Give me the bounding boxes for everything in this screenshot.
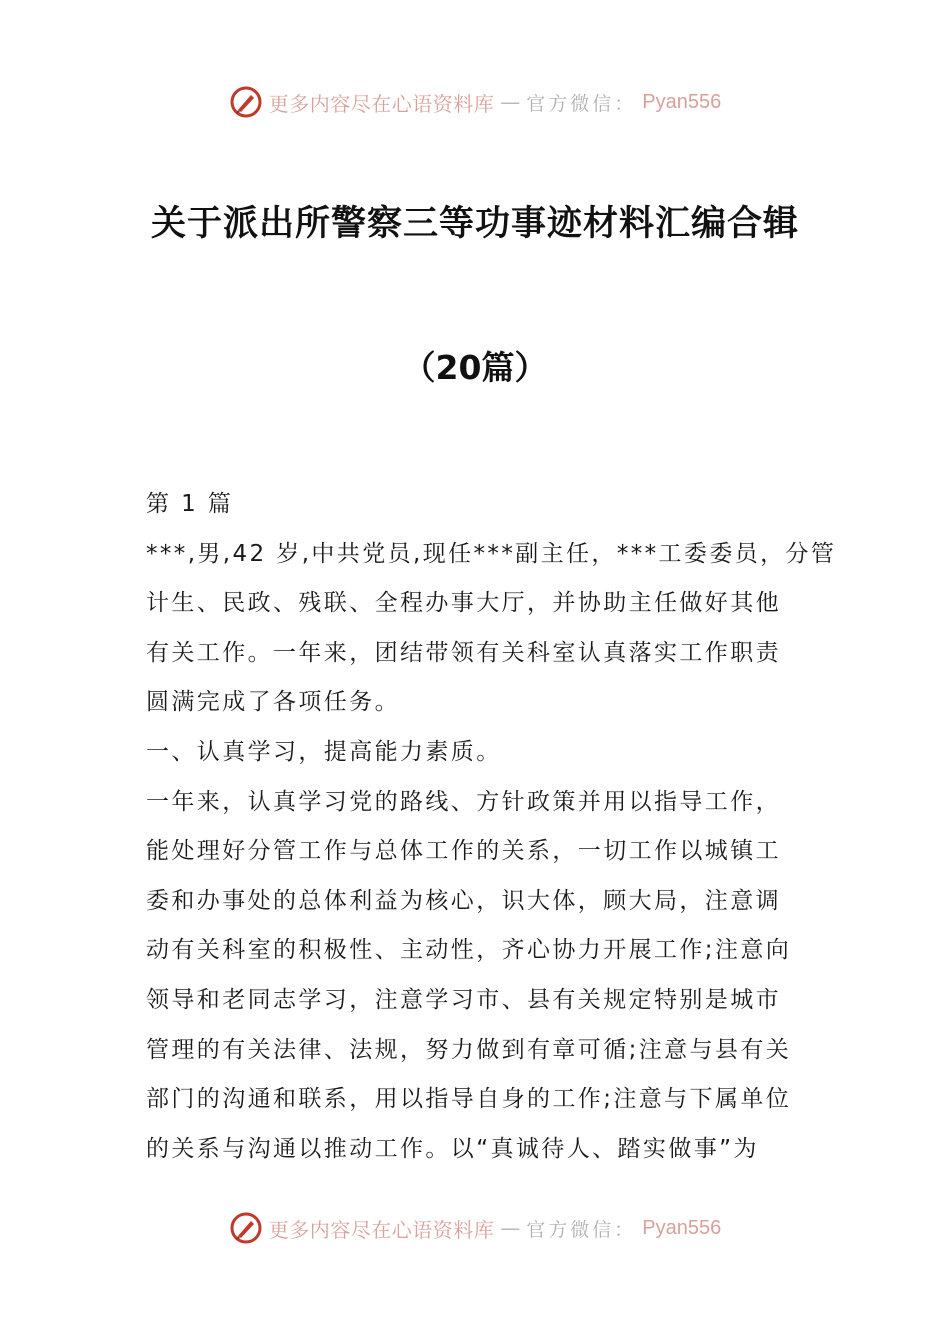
body-line: 管理的有关法律、法规，努力做到有章可循;注意与县有关 [146,1036,792,1063]
watermark-separator: — [500,90,521,114]
subsection-heading: 一、认真学习，提高能力素质。 [146,738,502,765]
watermark-text: 更多内容尽在心语资料库 [268,91,495,116]
body-line: 委和办事处的总体利益为核心，识大体，顾大局，注意调 [146,887,781,914]
watermark-separator: — [500,1216,521,1240]
watermark-text: 更多内容尽在心语资料库 [268,1217,495,1242]
watermark-header [0,82,950,122]
document-title: 关于派出所警察三等功事迹材料汇编合辑 [150,204,799,244]
watermark-wechat-label: 官方微信： [526,92,637,115]
pen-logo-icon [229,1211,263,1245]
body-line: ***,男,42 岁,中共党员,现任***副主任，***工委委员，分管 [146,540,837,567]
pen-logo-icon [229,85,263,119]
body-line: 能处理好分管工作与总体工作的关系，一切工作以城镇工 [146,838,781,865]
body-line: 领导和老同志学习，注意学习市、县有关规定特别是城市 [146,986,781,1013]
body-line: 动有关科室的积极性、主动性，齐心协力开展工作;注意向 [146,937,792,964]
document-body [146,480,837,1174]
watermark-wechat-id: Pyan556 [642,90,722,113]
document-subtitle: （20篇） [402,348,548,387]
body-line: 的关系与沟通以推动工作。以“真诚待人、踏实做事”为 [146,1135,759,1162]
body-line: 一年来，认真学习党的路线、方针政策并用以指导工作， [146,788,781,815]
watermark-footer [0,1208,950,1248]
body-line: 圆满完成了各项任务。 [146,689,400,716]
section-heading: 第 1 篇 [146,491,234,517]
watermark-wechat-id: Pyan556 [642,1216,722,1239]
body-line: 有关工作。一年来，团结带领有关科室认真落实工作职责 [146,639,781,666]
body-line: 计生、民政、残联、全程办事大厅，并协助主任做好其他 [146,590,781,617]
watermark-wechat-label: 官方微信： [526,1218,637,1241]
body-line: 部门的沟通和联系，用以指导自身的工作;注意与下属单位 [146,1086,792,1113]
